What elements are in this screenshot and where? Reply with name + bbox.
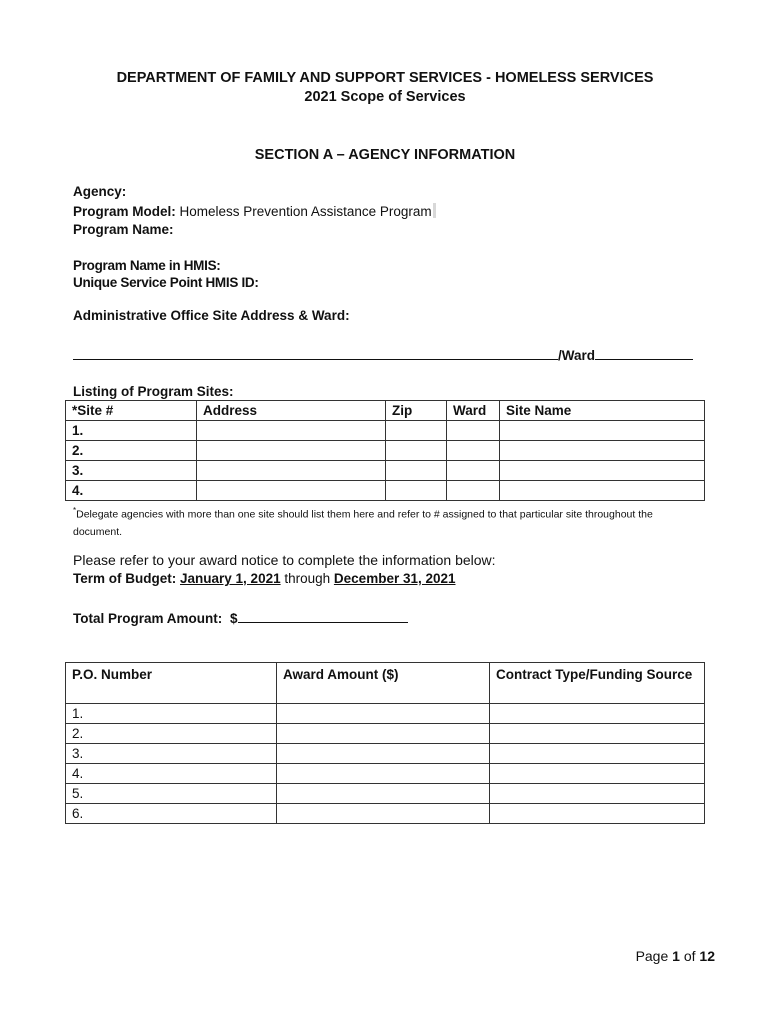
po-number: 3. [66,744,277,764]
ward-line[interactable] [595,345,693,360]
site-number: 4. [66,481,197,501]
po-number: 6. [66,804,277,824]
table-row [66,724,705,744]
award-amount-cell[interactable] [277,704,490,724]
contract-type-cell[interactable] [490,804,705,824]
award-amount-cell[interactable] [277,764,490,784]
term-of-budget-row [73,571,456,586]
site-number: 3. [66,461,197,481]
sites-footnote [73,502,703,541]
ward-cell[interactable] [447,421,500,441]
table-row [66,784,705,804]
total-amount-row [73,609,408,626]
award-amount-cell[interactable] [277,744,490,764]
term-label: Term of Budget: [73,571,177,586]
page-total: 12 [699,948,715,964]
award-amount-cell[interactable] [277,724,490,744]
contract-type-cell[interactable] [490,744,705,764]
budget-instruction: Please refer to your award notice to complete the information below: [73,552,496,568]
site-number: 2. [66,441,197,461]
table-header-row [66,401,705,421]
address-cell[interactable] [197,441,386,461]
program-model-row [73,203,436,219]
ward-cell[interactable] [447,461,500,481]
total-amount-line[interactable] [238,609,408,623]
start-date: January 1, 2021 [180,571,281,586]
sites-table [65,400,705,501]
column-header: *Site # [66,401,197,421]
table-row [66,461,705,481]
table-row [66,441,705,461]
site-name-cell[interactable] [500,421,705,441]
address-cell[interactable] [197,421,386,441]
address-cell[interactable] [197,481,386,501]
column-header: Zip [386,401,447,421]
currency-symbol: $ [230,611,238,626]
award-amount-cell[interactable] [277,804,490,824]
po-number: 5. [66,784,277,804]
table-header-row [66,663,705,704]
ward-cell[interactable] [447,441,500,461]
through-text: through [284,571,331,586]
footnote-mark: * [73,506,77,515]
po-number: 2. [66,724,277,744]
contract-type-cell[interactable] [490,764,705,784]
zip-cell[interactable] [386,481,447,501]
contract-type-cell[interactable] [490,784,705,804]
program-model-value[interactable]: Homeless Prevention Assistance Program [179,204,432,219]
site-name-cell[interactable] [500,481,705,501]
table-row [66,421,705,441]
column-header: Contract Type/Funding Source [490,663,705,704]
address-ward-row [73,345,693,363]
column-header: Award Amount ($) [277,663,490,704]
site-name-cell[interactable] [500,441,705,461]
section-title: SECTION A – AGENCY INFORMATION [254,147,516,163]
page-current: 1 [672,948,680,964]
address-cell[interactable] [197,461,386,481]
service-point-label: Unique Service Point HMIS ID: [73,275,259,290]
program-model-label: Program Model: [73,204,176,219]
page-number [620,948,715,964]
table-row [66,764,705,784]
table-row [66,804,705,824]
po-table [65,662,705,824]
end-date: December 31, 2021 [333,571,456,586]
table-row [66,481,705,501]
po-number: 1. [66,704,277,724]
column-header: Site Name [500,401,705,421]
zip-cell[interactable] [386,461,447,481]
site-name-cell[interactable] [500,461,705,481]
document-subtitle: 2021 Scope of Services [304,89,466,105]
text-cursor [433,203,436,218]
column-header: Address [197,401,386,421]
admin-address-label: Administrative Office Site Address & Ward: [73,308,350,323]
table-row [66,744,705,764]
column-header: P.O. Number [66,663,277,704]
program-name-label: Program Name: [73,222,174,237]
site-number: 1. [66,421,197,441]
total-label: Total Program Amount: [73,611,223,626]
table-row [66,704,705,724]
contract-type-cell[interactable] [490,704,705,724]
po-number: 4. [66,764,277,784]
page-prefix: Page [635,948,669,964]
zip-cell[interactable] [386,421,447,441]
address-line[interactable] [73,345,558,360]
contract-type-cell[interactable] [490,724,705,744]
award-amount-cell[interactable] [277,784,490,804]
page-of: of [683,948,696,964]
ward-label: /Ward [558,348,595,363]
zip-cell[interactable] [386,441,447,461]
agency-label: Agency: [73,184,127,199]
ward-cell[interactable] [447,481,500,501]
sites-heading: Listing of Program Sites: [73,384,234,399]
document-title: DEPARTMENT OF FAMILY AND SUPPORT SERVICES - HOMELESS SERVICES [116,70,654,86]
hmis-name-label: Program Name in HMIS: [73,258,221,273]
column-header: Ward [447,401,500,421]
footnote-text: Delegate agencies with more than one site should list them here and refer to # assigned to that particular site throughout the document. [73,508,653,538]
